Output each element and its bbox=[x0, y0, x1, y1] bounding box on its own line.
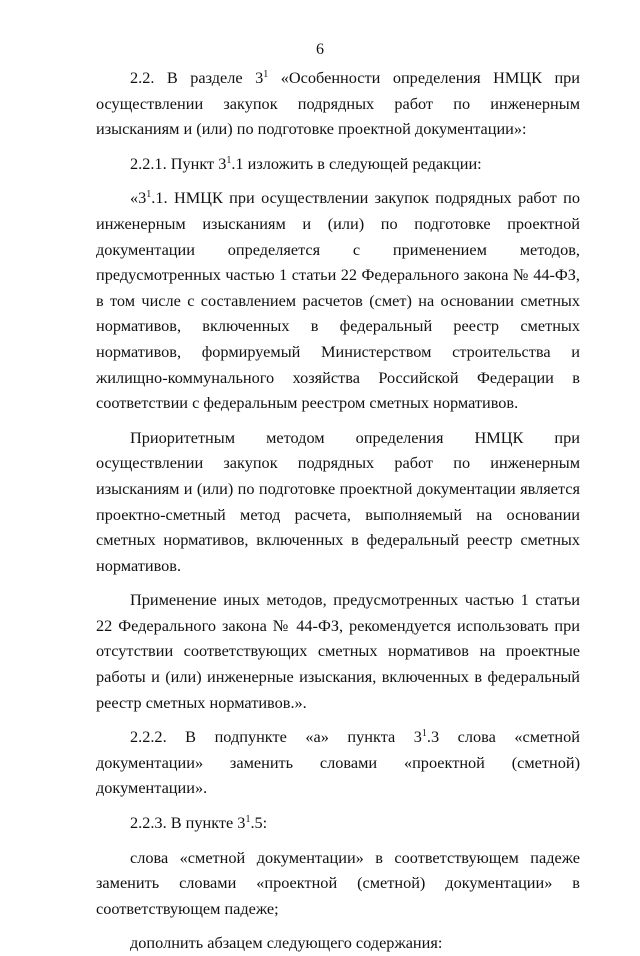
paragraph-2-2-1: 2.2.1. Пункт $3^1.1$ изложить в следующей редакции: bbox=[130, 153, 482, 173]
document-body bbox=[96, 65, 580, 956]
page-number: 6 bbox=[316, 41, 324, 58]
paragraph-2-2-2: 2.2.2. В подпункте «а» пункта $3^1.3$ слова «сметной документации» заменить словами «проектной (сметной) документации». bbox=[96, 727, 580, 798]
paragraph-2-2-3: 2.2.3. В пункте $3^1.5$: bbox=[130, 813, 268, 833]
paragraph-replace-words: слова «сметной документации» в соответствующем падеже заменить словами «проектной (сметной) документации» в соответствующем падеже; bbox=[96, 847, 580, 918]
paragraph-other-methods: Применение иных методов, предусмотренных частью 1 статьи 22 Федерального закона № 44-ФЗ, рекомендуется использовать при отсутствии соответствующих сметных нормативов на проектные работы и (или) инженерные изыскания, включенных в федеральный реестр сметных нормативов.». bbox=[96, 590, 580, 712]
paragraph-2-2: 2.2. В разделе $3^1$ «Особенности определения НМЦК при осуществлении закупок подрядных работ по инженерным изысканиям и (или) по подготовке проектной документации»: bbox=[96, 68, 581, 139]
paragraph-priority-method: Приоритетным методом определения НМЦК при осуществлении закупок подрядных работ по инженерным изысканиям и (или) по подготовке проектной документации является проектно-сметный метод расчета, выполняемый на основании сметных нормативов, включенных в федеральный реестр сметных нормативов. bbox=[96, 427, 580, 575]
paragraph-quote-3-1-1: «$3^1.1$. НМЦК при осуществлении закупок подрядных работ по инженерным изысканиям и (или) по подготовке проектной документации определяется с применением методов, предусмотренных частью 1 статьи 22 Федерального закона № 44-ФЗ, в том числе с составлением расчетов (смет) на основании сметных нормативов, включенных в федеральный реестр сметных нормативов, формируемый Министерством строительства и жилищно-коммунального хозяйства Российской Федерации в соответствии с федеральным реестром сметных нормативов. bbox=[96, 188, 580, 413]
paragraph-add-abstract: дополнить абзацем следующего содержания: bbox=[130, 933, 443, 953]
